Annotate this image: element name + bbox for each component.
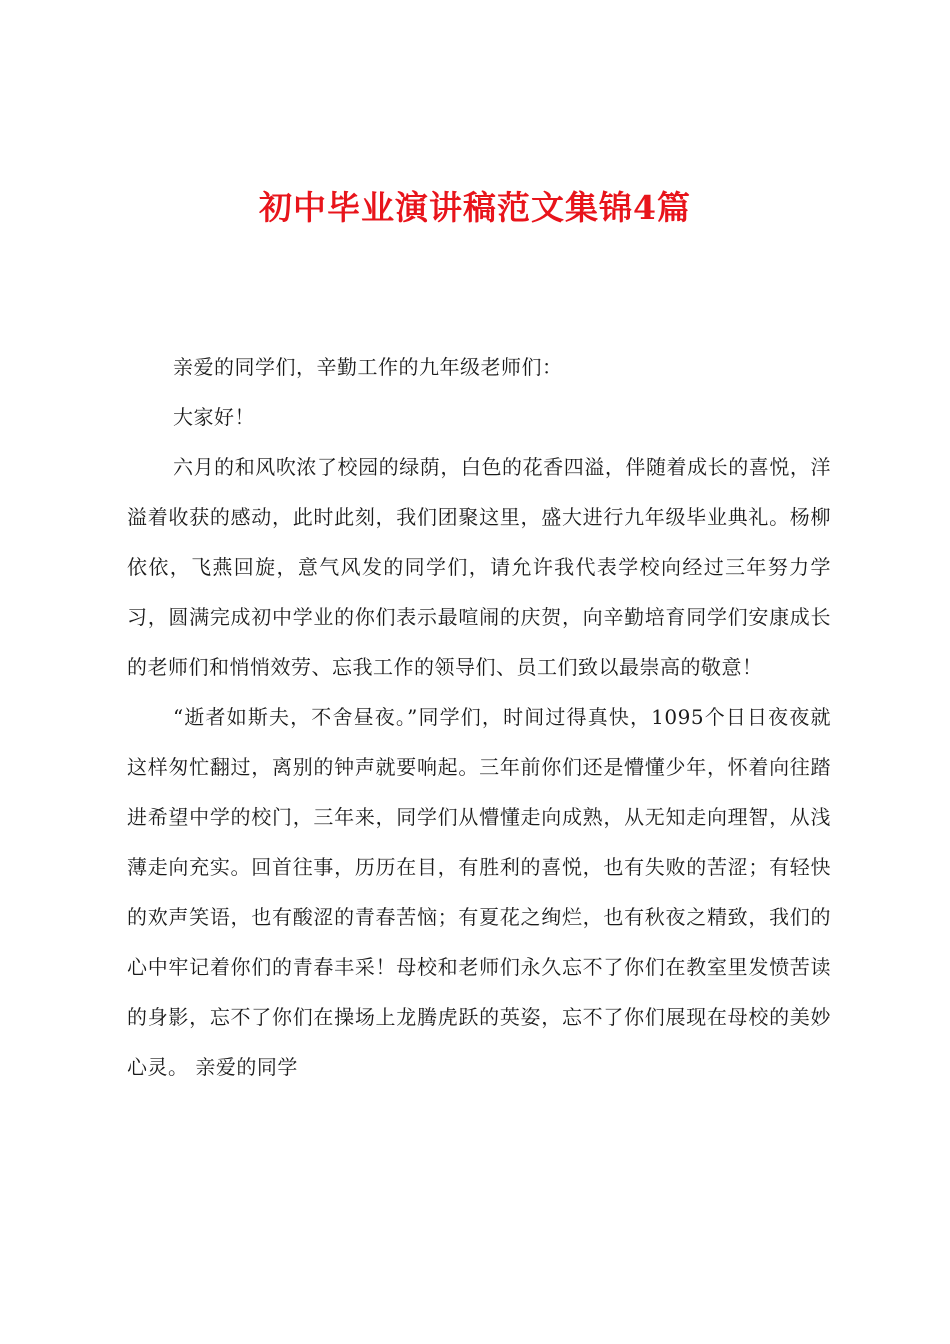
salutation-paragraph: 亲爱的同学们，辛勤工作的九年级老师们： — [173, 355, 563, 379]
body-paragraph: 六月的和风吹浓了校园的绿荫，白色的花香四溢，伴随着成长的喜悦，洋溢着收获的感动，此时此刻，我们团聚这里，盛大进行九年级毕业典礼。杨柳依依，飞燕回旋，意气风发的同学们，请允许我代表学校向经过三年努力学习，圆满完成初中学业的你们表示最喧闹的庆贺，向辛勤培育同学们安康成长的老师们和悄悄效劳、忘我工作的领导们、员工们致以最崇高的敬意！ — [127, 455, 831, 679]
body-paragraph: “逝者如斯夫，不舍昼夜。”同学们，时间过得真快，1095个日日夜夜就这样匆忙翻过，离别的钟声就要响起。三年前你们还是懵懂少年，怀着向往踏进希望中学的校门，三年来，同学们从懵懂走向成熟，从无知走向理智，从浅薄走向充实。回首往事，历历在目，有胜利的喜悦，也有失败的苦涩；有轻快的欢声笑语，也有酸涩的青春苦恼；有夏花之绚烂，也有秋夜之精致，我们的心中牢记着你们的青春丰采！母校和老师们永久忘不了你们在教室里发愤苦读的身影，忘不了你们在操场上龙腾虎跃的英姿，忘不了你们展现在母校的美妙心灵。 亲爱的同学 — [127, 705, 831, 1079]
document-body — [127, 342, 831, 1092]
document-title: 初中毕业演讲稿范文集锦4篇 — [259, 188, 691, 227]
greeting-paragraph: 大家好！ — [173, 405, 255, 429]
